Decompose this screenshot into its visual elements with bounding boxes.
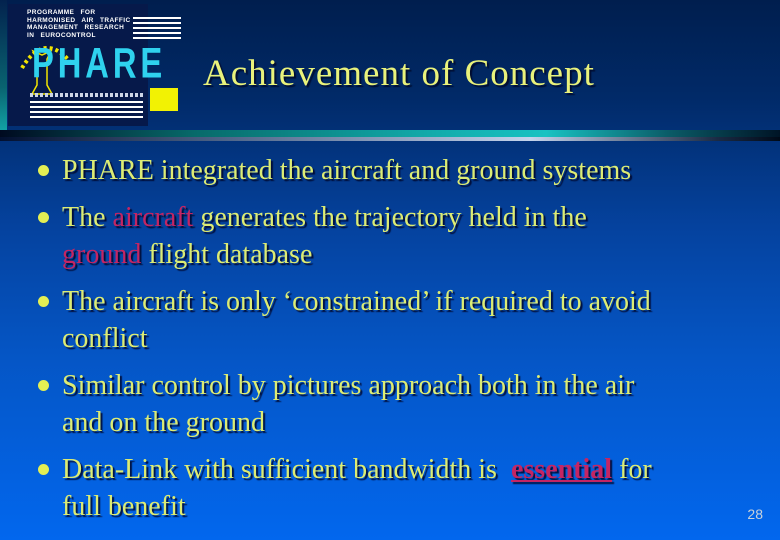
- title-divider-bar: [0, 130, 780, 141]
- logo-wordmark: PHARE: [32, 38, 167, 87]
- logo-decorative-lines-bottom: [30, 101, 143, 121]
- bullet-item: [0, 199, 760, 273]
- logo-programme-line: IN EUROCONTROL: [27, 31, 96, 39]
- bullet-text: flight database: [141, 239, 313, 270]
- bullet-text: The aircraft is only ‘constrained’ if required to avoid: [62, 286, 651, 317]
- bullet-text: full benefit: [62, 491, 186, 522]
- bullet-dot-icon: [38, 212, 49, 223]
- bullet-dot-icon: [38, 296, 49, 307]
- bullet-text: Data-Link with sufficient bandwidth is: [62, 454, 511, 485]
- highlighted-text: ground: [62, 239, 142, 270]
- bullet-text: Similar control by pictures approach both in the air: [62, 370, 635, 401]
- bullet-item: [0, 367, 760, 441]
- bullet-text: The: [62, 202, 113, 233]
- highlighted-text: aircraft: [112, 202, 194, 233]
- logo-programme-line: MANAGEMENT RESEARCH: [27, 24, 125, 31]
- bullet-dot-icon: [38, 165, 49, 176]
- page-number: 28: [747, 506, 763, 522]
- bullet-text: generates the trajectory held in the: [193, 202, 587, 233]
- bullet-item: [0, 451, 760, 525]
- bullet-text: conflict: [62, 323, 148, 354]
- bullet-list: [0, 152, 760, 535]
- logo-fineprint-row: [30, 93, 143, 97]
- phare-logo: [8, 4, 167, 126]
- bullet-dot-icon: [38, 464, 49, 475]
- logo-programme-line: PROGRAMME FOR: [27, 9, 96, 16]
- bullet-item: [0, 283, 760, 357]
- left-edge-accent: [0, 0, 7, 141]
- bullet-text: PHARE integrated the aircraft and ground systems: [62, 155, 632, 186]
- logo-yellow-square: [150, 88, 178, 111]
- logo-programme-line: HARMONISED AIR TRAFFIC: [27, 16, 131, 24]
- bullet-item: [0, 152, 760, 189]
- bullet-text: and on the ground: [62, 407, 265, 438]
- highlighted-text: essential: [510, 454, 613, 485]
- bullet-text: for: [612, 454, 652, 485]
- bullet-dot-icon: [38, 380, 49, 391]
- slide-title: Achievement of Concept: [203, 53, 595, 94]
